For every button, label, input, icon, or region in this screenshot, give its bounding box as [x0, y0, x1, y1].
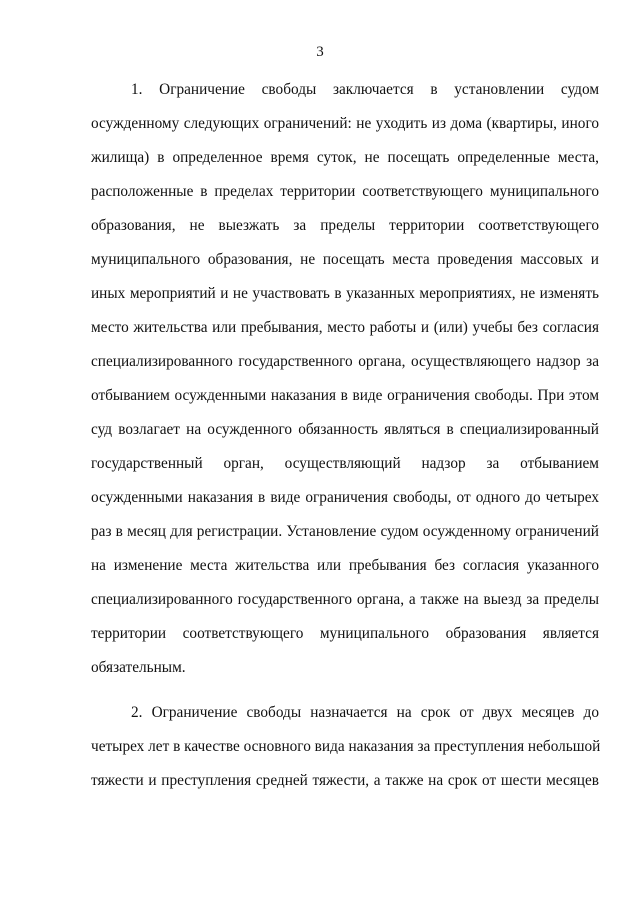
text-line: место жительства или пребывания, место работы и (или) учебы без согласия [91, 319, 599, 336]
text-line: четырех лет в качестве основного вида наказания за преступления небольшой [91, 738, 601, 755]
text-line: расположенные в пределах территории соответствующего муниципального [91, 183, 599, 200]
text-line: территории соответствующего муниципального образования является [91, 625, 599, 642]
text-line: осужденному следующих ограничений: не уходить из дома (квартиры, иного [91, 115, 599, 132]
text-line: муниципального образования, не посещать места проведения массовых и [91, 251, 599, 268]
text-line: раз в месяц для регистрации. Установление судом осужденному ограничений [91, 523, 599, 540]
text-line: 2. Ограничение свободы назначается на срок от двух месяцев до [131, 704, 599, 721]
text-line: иных мероприятий и не участвовать в указанных мероприятиях, не изменять [91, 285, 599, 302]
text-line: осужденными наказания в виде ограничения свободы, от одного до четырех [91, 489, 599, 506]
paragraph-2 [91, 696, 599, 798]
text-line: специализированного государственного органа, осуществляющего надзор за [91, 353, 599, 370]
text-line: обязательным. [91, 659, 186, 676]
text-line: суд возлагает на осужденного обязанность являться в специализированный [91, 421, 599, 438]
text-line: на изменение места жительства или пребывания без согласия указанного [91, 557, 599, 574]
text-line: тяжести и преступления средней тяжести, а также на срок от шести месяцев [91, 772, 599, 789]
text-line: жилища) в определенное время суток, не посещать определенные места, [91, 149, 599, 166]
text-line: специализированного государственного органа, а также на выезд за пределы [91, 591, 599, 608]
document-body [91, 73, 599, 798]
page-number: 3 [316, 44, 324, 60]
text-line: 1. Ограничение свободы заключается в установлении судом [131, 81, 599, 98]
text-line: отбыванием осужденными наказания в виде ограничения свободы. При этом [91, 387, 599, 404]
paragraph-1 [91, 73, 599, 685]
text-line: образования, не выезжать за пределы территории соответствующего [91, 217, 599, 234]
text-line: государственный орган, осуществляющий надзор за отбыванием [91, 455, 599, 472]
